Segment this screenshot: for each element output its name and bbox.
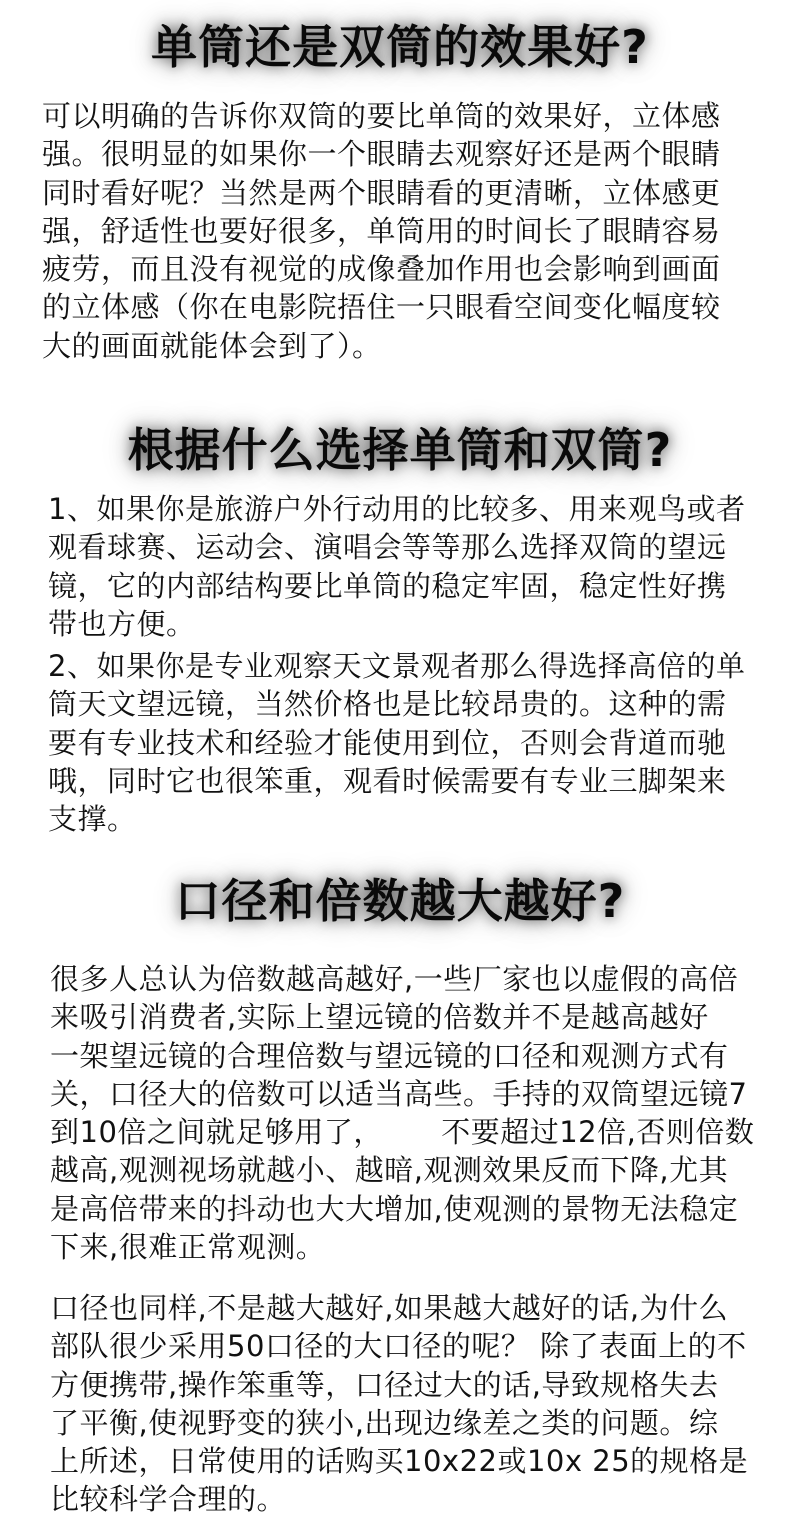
text-line: 强，舒适性也要好很多，单筒用的时间长了眼睛容易 — [42, 213, 721, 248]
section-3-paragraph-1 — [50, 960, 754, 1266]
text-line: 比较科学合理的。 — [50, 1482, 287, 1517]
text-line: 来吸引消费者,实际上望远镜的倍数并不是越高越好 — [50, 1000, 709, 1035]
text-line: 镜，它的内部结构要比单筒的稳定牢固，稳定性好携 — [48, 568, 727, 603]
section-1-paragraph — [42, 97, 721, 365]
section-3-paragraph-2 — [50, 1289, 748, 1519]
text-line: 部队很少采用50口径的大口径的呢？ 除了表面上的不 — [50, 1329, 747, 1364]
text-line: 口径也同样,不是越大越好,如果越大越好的话,为什么 — [50, 1291, 729, 1325]
text-line: 很多人总认为倍数越高越好,一些厂家也以虚假的高倍 — [50, 962, 739, 996]
section-2-paragraph-1 — [48, 490, 745, 643]
text-line: 带也方便。 — [48, 606, 196, 641]
text-line: 一架望远镜的合理倍数与望远镜的口径和观测方式有 — [50, 1038, 729, 1073]
text-line: 2、如果你是专业观察天文景观者那么得选择高倍的单 — [48, 649, 746, 683]
text-line: 关，口径大的倍数可以适当高些。手持的双筒望远镜7 — [50, 1076, 748, 1111]
text-line: 强。很明显的如果你一个眼睛去观察好还是两个眼睛 — [42, 137, 721, 172]
text-line: 筒天文望远镜，当然价格也是比较昂贵的。这种的需 — [48, 687, 727, 722]
text-line: 1、如果你是旅游户外行动用的比较多、用来观鸟或者 — [48, 492, 746, 526]
text-line: 要有专业技术和经验才能使用到位，否则会背道而驰 — [48, 725, 727, 760]
text-line: 到10倍之间就足够用了， 不要超过12倍,否则倍数 — [50, 1115, 755, 1150]
text-line: 观看球赛、运动会、演唱会等等那么选择双筒的望远 — [48, 530, 727, 565]
text-line: 同时看好呢？当然是两个眼睛看的更清晰，立体感更 — [42, 175, 721, 210]
text-line: 上所述，日常使用的话购买10x22或10x 25的规格是 — [50, 1444, 749, 1479]
section-2-heading: 根据什么选择单筒和双筒? — [127, 423, 673, 477]
text-line: 方便携带,操作笨重等，口径过大的话,导致规格失去 — [50, 1367, 719, 1402]
section-3-heading: 口径和倍数越大越好? — [174, 874, 626, 928]
text-line: 越高,观测视场就越小、越暗,观测效果反而下降,尤其 — [50, 1153, 729, 1188]
text-line: 大的画面就能体会到了）。 — [42, 328, 382, 363]
section-2-paragraph-2 — [48, 647, 745, 838]
text-line: 的立体感（你在电影院捂住一只眼看空间变化幅度较 — [42, 290, 721, 325]
text-line: 哦，同时它也很笨重，观看时候需要有专业三脚架来 — [48, 763, 727, 798]
section-1-heading: 单筒还是双筒的效果好? — [151, 20, 649, 74]
text-line: 了平衡,使视野变的狭小,出现边缘差之类的问题。综 — [50, 1405, 719, 1440]
text-line: 疲劳，而且没有视觉的成像叠加作用也会影响到画面 — [42, 252, 721, 287]
text-line: 可以明确的告诉你双筒的要比单筒的效果好，立体感 — [42, 99, 721, 133]
text-line: 是高倍带来的抖动也大大增加,使观测的景物无法稳定 — [50, 1191, 739, 1226]
text-line: 支撑。 — [48, 802, 137, 837]
text-line: 下来,很难正常观测。 — [50, 1230, 326, 1265]
